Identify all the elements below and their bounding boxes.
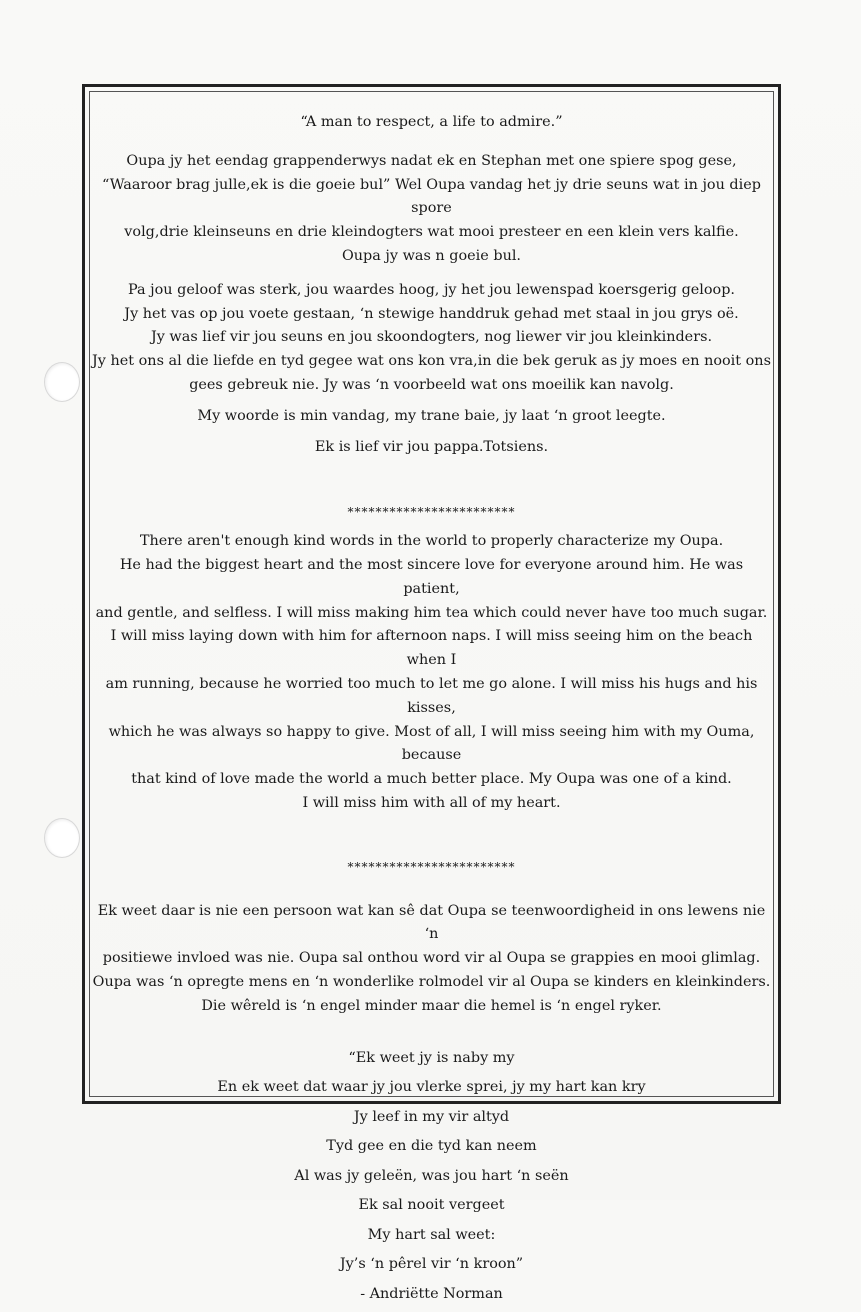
poem-line: Al was jy geleën, was jou hart ‘n seën: [294, 1167, 569, 1184]
poem-line: “Ek weet jy is naby my: [348, 1049, 515, 1066]
tribute-2-paragraph: There aren't enough kind words in the world to properly characterize my Oupa. He had the biggest heart and the most sincere love for everyone around him. He was patient, and gentle, and selfless. I will miss making him tea which could never have too much sugar. I will miss laying down with him for afternoon naps. I will miss seeing him on the beach when I am running, because he worried too much to let me go alone. I will miss his hugs and his kisses, which he was always so happy to give. Most of all, I will miss seeing him with my Ouma, because that kind of love made the world a much better place. My Oupa was one of a kind. I will miss him with all of my heart.: [95, 533, 768, 811]
punch-hole-bottom: [44, 818, 80, 858]
tribute-title: “A man to respect, a life to admire.”: [300, 114, 563, 130]
poem-line: My hart sal weet:: [367, 1226, 496, 1243]
poem-line: Tyd gee en die tyd kan neem: [326, 1138, 537, 1154]
tribute-1-paragraph-3: Pa jou geloof was sterk, jou waardes hoog, jy het jou lewenspad koersgerig geloop. Jy het vas op jou voete gestaan, ‘n stewige handdruk gehad met staal in jou grys oë. Jy was lief vir jou seuns en jou skoondogters, nog liewer vir jou kleinkinders. Jy het ons al die liefde en tyd gegee wat ons kon vra,in die bek geruk as jy moes en nooit ons gees gebreuk nie. Jy was ‘n voorbeeld wat ons moeilik kan navolg.: [92, 281, 771, 393]
poem-line: En ek weet dat waar jy jou vlerke sprei, jy my hart kan kry: [217, 1079, 646, 1095]
document-body: [91, 111, 772, 1312]
document-border: [82, 84, 781, 1302]
punch-hole-top: [44, 362, 80, 402]
tribute-3-paragraph: Ek weet daar is nie een persoon wat kan sê dat Oupa se teenwoordigheid in ons lewens nie ‘n positiewe invloed was nie. Oupa sal onthou word vir al Oupa se grappies en mooi glimlag. Oupa was ‘n opregte mens en ‘n wonderlike rolmodel vir al Oupa se kinders en kleinkinders. Die wêreld is ‘n engel minder maar die hemel is ‘n engel ryker.: [92, 902, 771, 1014]
poem-line: Jy leef in my vir altyd: [353, 1108, 510, 1125]
tribute-1-paragraph-1: Oupa jy het eendag grappenderwys nadat ek en Stephan met one spiere spog gese, “Waaroor brag julle,ek is die goeie bul” Wel Oupa vandag het jy drie seuns wat in jou diep spore volg,drie kleinseuns en drie kleindogters wat mooi presteer en een klein vers kalfie.: [102, 152, 761, 241]
separator-1: ************************: [347, 505, 516, 520]
tribute-1-signoff: Ek is lief vir jou pappa.Totsiens.: [314, 438, 549, 455]
tribute-1-paragraph-4: My woorde is min vandag, my trane baie, jy laat ‘n groot leegte.: [197, 407, 666, 424]
poem: [91, 1047, 772, 1305]
poem-line: Ek sal nooit vergeet: [358, 1197, 505, 1213]
separator-2: ************************: [347, 859, 516, 874]
poem-line: Jy’s ‘n pêrel vir ‘n kroon”: [339, 1256, 524, 1272]
poem-author: - Andriëtte Norman: [360, 1285, 503, 1302]
tribute-1-paragraph-2: Oupa jy was n goeie bul.: [341, 247, 522, 264]
